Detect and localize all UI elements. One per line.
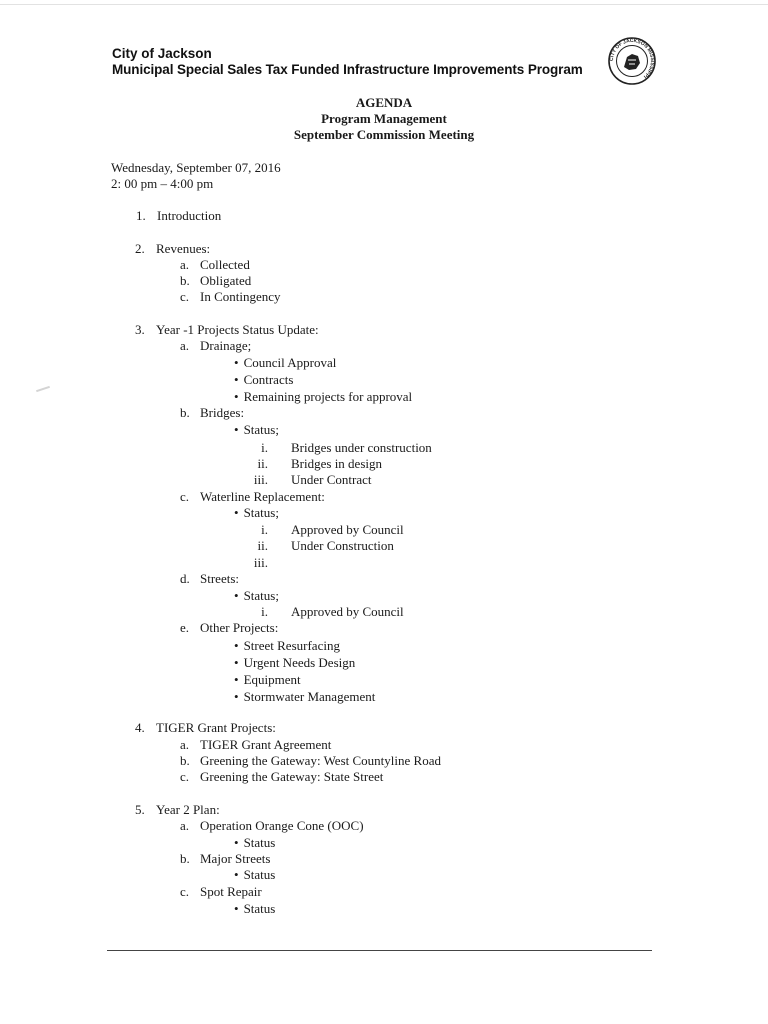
item-number: 5. bbox=[135, 802, 145, 817]
item-number: 4. bbox=[135, 720, 145, 735]
sub-streets: Streets: bbox=[200, 571, 239, 586]
under-construction: Under Construction bbox=[291, 538, 394, 553]
bullet-status: • Status; bbox=[234, 505, 279, 521]
city-name: City of Jackson bbox=[112, 46, 212, 61]
item-tiger-grant: TIGER Grant Projects: bbox=[156, 720, 276, 735]
item-introduction: Introduction bbox=[157, 208, 222, 223]
roman-numeral: iii. bbox=[253, 472, 268, 487]
bullet-remaining-projects: • Remaining projects for approval bbox=[234, 389, 412, 405]
sub-collected: Collected bbox=[200, 257, 250, 272]
scan-mark bbox=[36, 386, 50, 392]
roman-numeral: i. bbox=[261, 440, 268, 455]
city-seal-icon bbox=[607, 36, 657, 86]
sub-waterline-replacement: Waterline Replacement: bbox=[200, 489, 325, 504]
roman-numeral: ii. bbox=[257, 456, 268, 471]
sub-letter: b. bbox=[180, 273, 190, 288]
item-year1-status: Year -1 Projects Status Update: bbox=[156, 322, 319, 337]
sub-obligated: Obligated bbox=[200, 273, 252, 288]
bullet-urgent-needs-design: • Urgent Needs Design bbox=[234, 655, 355, 671]
sub-other-projects: Other Projects: bbox=[200, 620, 279, 635]
sub-letter: c. bbox=[180, 884, 190, 899]
sub-letter: a. bbox=[180, 818, 190, 833]
bullet-equipment: • Equipment bbox=[234, 672, 301, 688]
item-revenues: Revenues: bbox=[156, 241, 211, 256]
meeting-date: Wednesday, September 07, 2016 bbox=[111, 160, 281, 175]
bullet-contracts: • Contracts bbox=[234, 372, 293, 388]
sub-in-contingency: In Contingency bbox=[200, 289, 281, 304]
sub-letter: d. bbox=[180, 571, 190, 586]
roman-numeral: ii. bbox=[257, 538, 268, 553]
sub-letter: a. bbox=[180, 737, 190, 752]
sub-letter: e. bbox=[180, 620, 190, 635]
meeting-time: 2: 00 pm – 4:00 pm bbox=[111, 176, 214, 191]
sub-letter: c. bbox=[180, 489, 190, 504]
program-name: Municipal Special Sales Tax Funded Infrastructure Improvements Program bbox=[112, 62, 583, 77]
sub-letter: b. bbox=[180, 851, 190, 866]
roman-numeral: iii. bbox=[253, 555, 268, 570]
bullet-status: • Status; bbox=[234, 588, 279, 604]
sub-bridges: Bridges: bbox=[200, 405, 245, 420]
bridges-under-construction: Bridges under construction bbox=[291, 440, 432, 455]
bullet-status: • Status bbox=[234, 901, 275, 917]
bullet-status: • Status bbox=[234, 867, 275, 883]
item-number: 2. bbox=[135, 241, 145, 256]
footer-divider bbox=[107, 950, 652, 951]
meeting-name: September Commission Meeting bbox=[293, 127, 475, 142]
sub-letter: c. bbox=[180, 289, 190, 304]
item-number: 1. bbox=[136, 208, 146, 223]
bullet-status: • Status bbox=[234, 835, 275, 851]
sub-letter: c. bbox=[180, 769, 190, 784]
item-number: 3. bbox=[135, 322, 145, 337]
approved-by-council: Approved by Council bbox=[291, 604, 404, 619]
roman-numeral: i. bbox=[261, 604, 268, 619]
under-contract: Under Contract bbox=[291, 472, 372, 487]
agenda-title: AGENDA bbox=[355, 95, 413, 110]
bridges-in-design: Bridges in design bbox=[291, 456, 382, 471]
bullet-status: • Status; bbox=[234, 422, 279, 438]
sub-letter: a. bbox=[180, 338, 190, 353]
scan-edge-line bbox=[0, 4, 768, 5]
sub-drainage: Drainage; bbox=[200, 338, 252, 353]
sub-greening-state-street: Greening the Gateway: State Street bbox=[200, 769, 384, 784]
approved-by-council: Approved by Council bbox=[291, 522, 404, 537]
sub-letter: b. bbox=[180, 405, 190, 420]
sub-tiger-grant-agreement: TIGER Grant Agreement bbox=[200, 737, 332, 752]
letterhead bbox=[112, 46, 583, 78]
sub-greening-countyline: Greening the Gateway: West Countyline Road bbox=[200, 753, 441, 768]
bullet-street-resurfacing: • Street Resurfacing bbox=[234, 638, 340, 654]
agenda-subtitle: Program Management bbox=[321, 111, 447, 126]
bullet-council-approval: • Council Approval bbox=[234, 355, 336, 371]
sub-operation-orange-cone: Operation Orange Cone (OOC) bbox=[200, 818, 364, 833]
sub-major-streets: Major Streets bbox=[200, 851, 271, 866]
bullet-stormwater-management: • Stormwater Management bbox=[234, 689, 375, 705]
sub-letter: a. bbox=[180, 257, 190, 272]
sub-spot-repair: Spot Repair bbox=[200, 884, 262, 899]
sub-letter: b. bbox=[180, 753, 190, 768]
roman-numeral: i. bbox=[261, 522, 268, 537]
seal-text: CITY OF JACKSON MISSISSIPPI bbox=[608, 37, 656, 80]
item-year2-plan: Year 2 Plan: bbox=[156, 802, 220, 817]
